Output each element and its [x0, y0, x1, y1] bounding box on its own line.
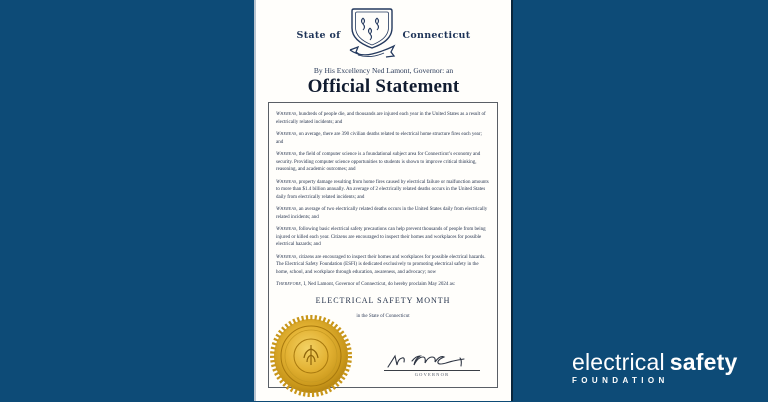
whereas-lead: Whereas: [276, 179, 297, 185]
paragraph-text: , I, Ned Lamont, Governor of Connecticut, do hereby proclaim May 2024 as:: [301, 282, 456, 287]
connecticut-coat-of-arms-icon: [346, 6, 398, 65]
proclamation-subtitle: in the State of Connecticut: [356, 313, 410, 319]
paragraph-text: , property damage resulting from home fires caused by electrical failure or malfunction amounts to more than $1.4 billion annually. An average of 2 electrically related deaths occurs in the United States daily from electrically related incidents; and: [276, 179, 489, 200]
signature-block: [382, 352, 482, 377]
whereas-paragraph: [276, 131, 490, 146]
gold-state-seal-icon: [270, 315, 352, 397]
paragraph-text: , on average, there are 390 civilian deaths related to electrical home structure fires each year; and: [276, 132, 482, 145]
esfi-word-foundation: FOUNDATION: [572, 376, 669, 385]
proclamation-title: ELECTRICAL SAFETY MONTH: [315, 295, 451, 305]
whereas-lead: Whereas: [276, 132, 297, 137]
state-crest-row: [256, 6, 511, 65]
whereas-lead: Whereas: [276, 254, 297, 260]
crest-text-right: Connecticut: [402, 30, 471, 41]
paragraph-text: , an average of two electrically related deaths occurs in the United States daily from electrically related incidents; and: [276, 207, 488, 220]
whereas-paragraph: [276, 179, 490, 202]
whereas-paragraph: [276, 206, 490, 221]
whereas-paragraph: [276, 226, 490, 249]
proclamation-document: [256, 0, 511, 401]
paragraph-text: , hundreds of people die, and thousands are injured each year in the United States as a result of electrically related incidents; and: [276, 112, 486, 125]
crest-text-left: State of: [296, 30, 341, 41]
governor-byline: By His Excellency Ned Lamont, Governor: an: [313, 66, 454, 75]
whereas-lead: Whereas: [276, 207, 297, 212]
document-title: Official Statement: [307, 76, 460, 97]
governor-label: GOVERNOR: [414, 372, 450, 377]
governor-signature-icon: [384, 352, 480, 370]
paragraph-text: , the field of computer science is a foundational subject area for Connecticut’s economy and security. Providing computer science opportunities to students is shown to improve critical thinking, reasoning, and academic outcomes; and: [276, 152, 481, 172]
whereas-paragraph: [276, 151, 490, 174]
therefore-paragraph: [276, 281, 490, 289]
whereas-paragraph: [276, 111, 490, 126]
paragraph-text: , following basic electrical safety precautions can help prevent thousands of people from being injured or killed each year. Citizens are encouraged to inspect their homes and workplaces for possible electrical hazards; and: [276, 227, 486, 247]
whereas-paragraph: [276, 254, 490, 277]
esfi-logo-wordmark: [572, 351, 737, 374]
esfi-word-safety: safety: [669, 349, 738, 375]
whereas-lead: Whereas: [276, 112, 297, 117]
therefore-lead: Therefore: [276, 282, 302, 287]
esfi-word-electrical: electrical: [572, 349, 665, 375]
esfi-logo: [572, 351, 737, 385]
paragraph-text: , citizens are encouraged to inspect their homes and workplaces for possible electrical hazards. The Electrical Safety Foundation (ESFI) is dedicated exclusively to promoting electrical safety in the home, school, and workplace through education, awareness, and advocacy; now: [276, 254, 486, 275]
whereas-lead: Whereas: [276, 227, 297, 232]
signature-line: [384, 370, 480, 371]
whereas-lead: Whereas: [276, 152, 297, 157]
